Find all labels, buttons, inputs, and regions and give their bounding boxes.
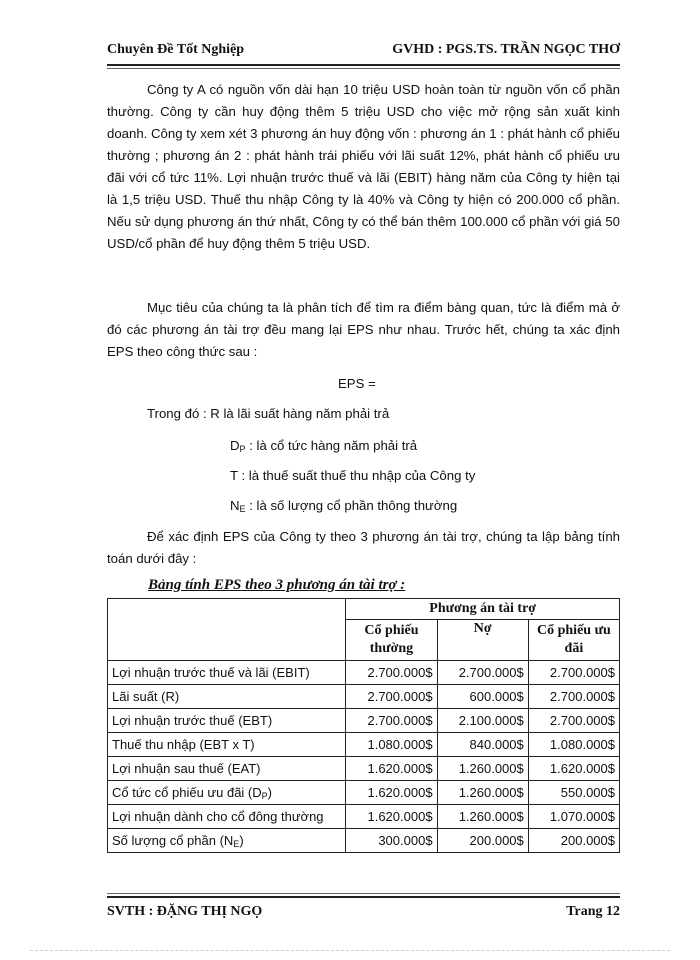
formula-where-line: Trong đó : R là lãi suất hàng năm phải trả bbox=[147, 406, 390, 421]
eps-table bbox=[107, 598, 620, 853]
paragraph-1: Công ty A có nguồn vốn dài hạn 10 triệu USD hoàn toàn từ nguồn vốn cổ phần thường. Công ty cần huy động thêm 5 triệu USD cho việc mở rộng sản xuất kinh doanh. Công ty xem xét 3 phương án huy động vốn : phương án 1 : phát hành cổ phiếu thường ; phương án 2 : phát hành trái phiếu với lãi suất 12%, phát hành cổ phiếu ưu đãi với cổ tức 11%. Lợi nhuận trước thuế và lãi (EBIT) hàng năm của Công ty hiện tại là 1,5 triệu USD. Thuế thu nhập Công ty là 40% và Công ty hiện có 200.000 cổ phần. Nếu sử dụng phương án thứ nhất, Công ty có thể bán thêm 100.000 cổ phần với giá 50 USD/cổ phần để huy động thêm 5 triệu USD. bbox=[107, 82, 620, 251]
table-group-header-row bbox=[108, 599, 620, 620]
ne-text: : là số lượng cổ phần thông thường bbox=[245, 498, 458, 513]
cell-common-stock: 2.700.000$ bbox=[346, 661, 437, 685]
cell-common-stock: 1.080.000$ bbox=[346, 733, 437, 757]
cell-debt: 2.100.000$ bbox=[437, 709, 528, 733]
eps-formula: EPS = bbox=[338, 376, 376, 391]
row-label bbox=[108, 757, 346, 781]
table-row bbox=[108, 661, 620, 685]
row-label bbox=[108, 781, 346, 805]
row-label bbox=[108, 829, 346, 853]
dp-symbol: D bbox=[230, 438, 240, 453]
footer-rule bbox=[107, 896, 620, 898]
row-label-suffix: ) bbox=[239, 832, 244, 848]
table-body bbox=[108, 661, 620, 853]
footer-student: SVTH : ĐẶNG THỊ NGỌ bbox=[107, 904, 263, 919]
cell-preferred-stock: 1.620.000$ bbox=[528, 757, 619, 781]
table-row bbox=[108, 733, 620, 757]
cell-debt: 2.700.000$ bbox=[437, 661, 528, 685]
cell-preferred-stock: 2.700.000$ bbox=[528, 685, 619, 709]
cell-common-stock: 1.620.000$ bbox=[346, 805, 437, 829]
paragraph-2: Mục tiêu của chúng ta là phân tích để tìm ra điểm bàng quan, tức là điểm mà ở đó các phương án tài trợ đều mang lại EPS như nhau. Trước hết, chúng ta xác định EPS theo công thức sau : bbox=[107, 300, 620, 359]
cell-debt: 1.260.000$ bbox=[437, 805, 528, 829]
cell-common-stock: 2.700.000$ bbox=[346, 685, 437, 709]
cell-debt: 840.000$ bbox=[437, 733, 528, 757]
row-label bbox=[108, 805, 346, 829]
table-row bbox=[108, 685, 620, 709]
header-rule-thin bbox=[107, 68, 620, 69]
row-label bbox=[108, 661, 346, 685]
page-bottom-edge bbox=[30, 950, 670, 951]
cell-preferred-stock: 2.700.000$ bbox=[528, 661, 619, 685]
row-label bbox=[108, 733, 346, 757]
row-label-text: Lợi nhuận trước thuế (EBT) bbox=[112, 713, 273, 728]
cell-common-stock: 1.620.000$ bbox=[346, 757, 437, 781]
cell-common-stock: 1.620.000$ bbox=[346, 781, 437, 805]
footer-rule-thin bbox=[107, 893, 620, 894]
table-group-header: Phương án tài trợ bbox=[346, 599, 620, 620]
paragraph-1-block bbox=[107, 79, 620, 255]
row-label-text: Số lượng cổ phần (N bbox=[112, 832, 234, 848]
row-label-text: Lợi nhuận dành cho cổ đông thường bbox=[112, 809, 324, 824]
formula-dp-line bbox=[230, 438, 417, 454]
ne-symbol: N bbox=[230, 498, 240, 513]
row-label-suffix: ) bbox=[267, 784, 272, 800]
row-label-text: Lợi nhuận sau thuế (EAT) bbox=[112, 761, 261, 776]
row-label-text: Thuế thu nhập (EBT x T) bbox=[112, 737, 255, 752]
cell-preferred-stock: 550.000$ bbox=[528, 781, 619, 805]
table-row bbox=[108, 805, 620, 829]
row-label-text: Lãi suất (R) bbox=[112, 689, 180, 704]
cell-common-stock: 2.700.000$ bbox=[346, 709, 437, 733]
cell-debt: 200.000$ bbox=[437, 829, 528, 853]
page-number: Trang 12 bbox=[566, 904, 620, 919]
row-label bbox=[108, 685, 346, 709]
column-header-common-stock: Cổ phiếu thường bbox=[346, 620, 437, 661]
formula-ne-line bbox=[230, 498, 457, 514]
table-row bbox=[108, 757, 620, 781]
cell-preferred-stock: 1.080.000$ bbox=[528, 733, 619, 757]
row-label-subscript: E bbox=[233, 838, 240, 849]
row-label-text: Lợi nhuận trước thuế và lãi (EBIT) bbox=[112, 665, 310, 680]
cell-debt: 1.260.000$ bbox=[437, 757, 528, 781]
dp-subscript: P bbox=[239, 444, 246, 454]
paragraph-3-block bbox=[107, 526, 620, 570]
ne-subscript: E bbox=[239, 504, 246, 514]
dp-text: : là cổ tức hàng năm phải trả bbox=[245, 438, 418, 453]
row-label-subscript: P bbox=[261, 790, 268, 801]
table-row bbox=[108, 829, 620, 853]
table-caption: Bảng tính EPS theo 3 phương án tài trợ : bbox=[148, 577, 406, 593]
paragraph-3: Để xác định EPS của Công ty theo 3 phương án tài trợ, chúng ta lập bảng tính toán dưới đây : bbox=[107, 529, 620, 566]
header-supervisor: GVHD : PGS.TS. TRẦN NGỌC THƠ bbox=[392, 42, 620, 57]
page-header bbox=[107, 38, 620, 64]
formula-t-line: T : là thuế suất thuế thu nhập của Công ty bbox=[230, 468, 476, 483]
cell-debt: 600.000$ bbox=[437, 685, 528, 709]
column-header-preferred-stock: Cổ phiếu ưu đãi bbox=[528, 620, 619, 661]
row-label bbox=[108, 709, 346, 733]
table-corner-cell bbox=[108, 599, 346, 661]
header-course-title: Chuyên Đề Tốt Nghiệp bbox=[107, 42, 245, 57]
cell-debt: 1.260.000$ bbox=[437, 781, 528, 805]
row-label-text: Cổ tức cổ phiếu ưu đãi (D bbox=[112, 784, 262, 800]
cell-preferred-stock: 200.000$ bbox=[528, 829, 619, 853]
cell-common-stock: 300.000$ bbox=[346, 829, 437, 853]
cell-preferred-stock: 2.700.000$ bbox=[528, 709, 619, 733]
header-rule bbox=[107, 64, 620, 66]
table-row bbox=[108, 709, 620, 733]
paragraph-2-block bbox=[107, 297, 620, 363]
table-row bbox=[108, 781, 620, 805]
column-header-debt: Nợ bbox=[437, 620, 528, 661]
cell-preferred-stock: 1.070.000$ bbox=[528, 805, 619, 829]
